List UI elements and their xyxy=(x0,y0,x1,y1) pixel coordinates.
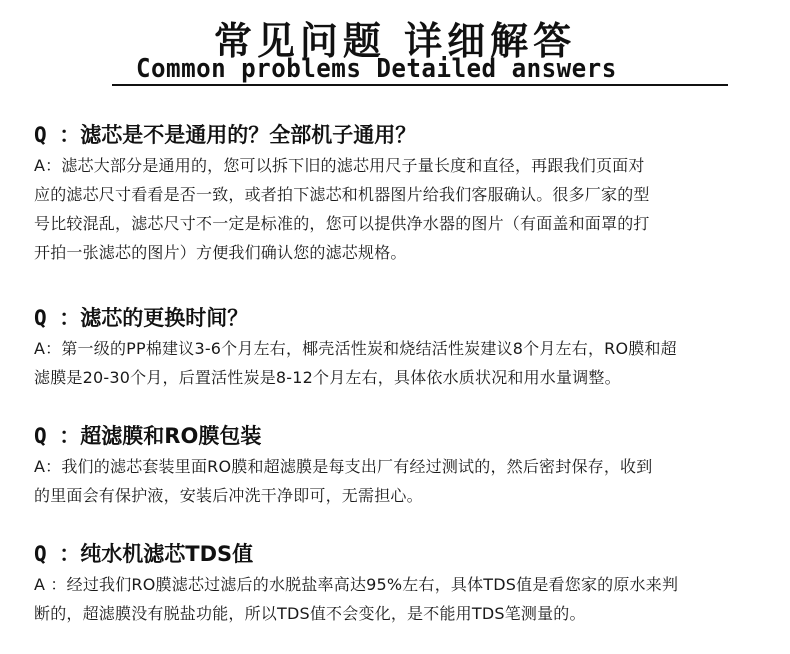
faq-question xyxy=(34,540,774,568)
answer-line: A ：经过我们RO膜滤芯过滤后的水脱盐率高达95%左右，具体TDS值是看您家的原水来判 xyxy=(34,575,679,594)
question-text: 滤芯的更换时间？ xyxy=(80,306,249,330)
answer-line: 号比较混乱，滤芯尺寸不一定是标准的，您可以提供净水器的图片（有面盖和面罩的打 xyxy=(34,214,650,233)
faq-answer xyxy=(34,334,774,392)
faq-answer xyxy=(34,570,774,628)
question-prefix: Q ： xyxy=(34,306,81,330)
answer-line: 开拍一张滤芯的图片）方便我们确认您的滤芯规格。 xyxy=(34,243,407,262)
question-text: 超滤膜和RO膜包装 xyxy=(80,424,262,448)
answer-line: 滤膜是20-30个月，后置活性炭是8-12个月左右，具体依水质状况和用水量调整。 xyxy=(34,368,621,387)
faq-item xyxy=(34,540,774,628)
page-subtitle: Common problems Detailed answers xyxy=(136,54,617,84)
page-title: 常见问题 详细解答 xyxy=(213,19,577,63)
question-prefix: Q ： xyxy=(34,123,81,147)
answer-line: A：滤芯大部分是通用的，您可以拆下旧的滤芯用尺子量长度和直径，再跟我们页面对 xyxy=(34,156,645,175)
faq-item xyxy=(34,304,774,392)
question-prefix: Q ： xyxy=(34,424,81,448)
faq-question xyxy=(34,304,774,332)
answer-line: 断的，超滤膜没有脱盐功能，所以TDS值不会变化，是不能用TDS笔测量的。 xyxy=(34,604,586,623)
question-prefix: Q ： xyxy=(34,542,81,566)
question-text: 纯水机滤芯TDS值 xyxy=(80,542,254,566)
faq-item xyxy=(34,121,774,267)
answer-line: 的里面会有保护液，安装后冲洗干净即可，无需担心。 xyxy=(34,486,423,505)
header-divider xyxy=(112,84,728,86)
faq-question xyxy=(34,121,774,149)
page-header xyxy=(0,0,790,100)
faq-question xyxy=(34,422,774,450)
faq-answer xyxy=(34,151,774,267)
answer-line: A：我们的滤芯套装里面RO膜和超滤膜是每支出厂有经过测试的，然后密封保存，收到 xyxy=(34,457,653,476)
answer-line: A：第一级的PP棉建议3-6个月左右，椰壳活性炭和烧结活性炭建议8个月左右，RO膜和超 xyxy=(34,339,677,358)
question-text: 滤芯是不是通用的？全部机子通用？ xyxy=(80,123,417,147)
faq-answer xyxy=(34,452,774,510)
answer-line: 应的滤芯尺寸看看是否一致，或者拍下滤芯和机器图片给我们客服确认。很多厂家的型 xyxy=(34,185,650,204)
faq-item xyxy=(34,422,774,510)
